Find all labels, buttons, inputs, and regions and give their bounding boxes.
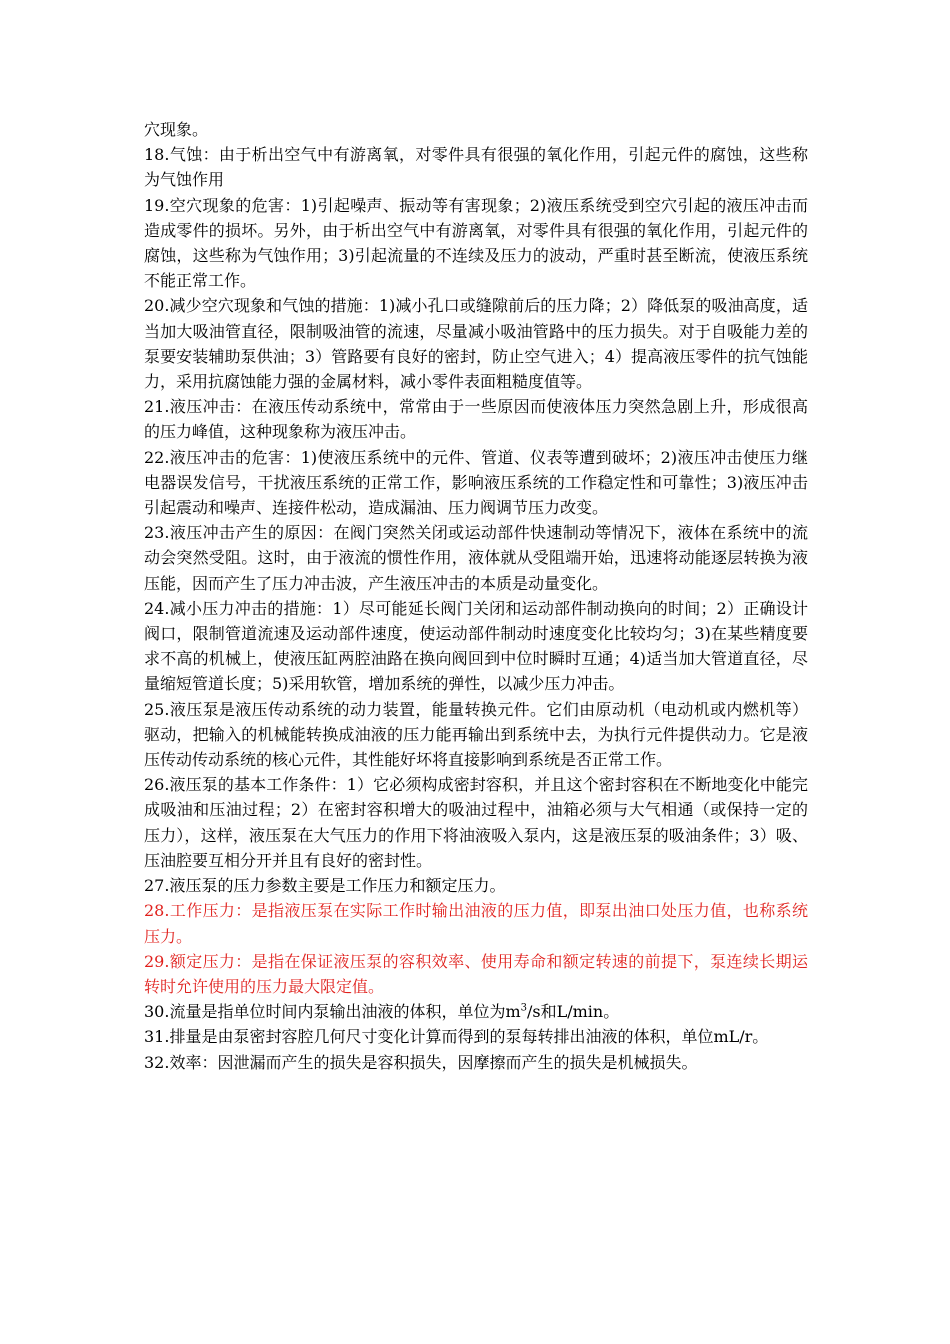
paragraph-20-cavitation-measures: 20.减少空穴现象和气蚀的措施：1)减小孔口或缝隙前后的压力降；2）降低泵的吸油高度，适当加大吸油管直径，限制吸油管的流速，尽量减小吸油管路中的压力损失。对于自吸能力差的泵要安装辅助泵供油；3）管路要有良好的密封，防止空气进入；4）提高液压零件的抗气蚀能力，采用抗腐蚀能力强的金属材料，减小零件表面粗糙度值等。: [144, 296, 808, 392]
paragraph-30-flow-rate: [144, 999, 808, 1024]
flow-rate-text: 30.流量是指单位时间内泵输出油液的体积，单位为m: [144, 1002, 521, 1022]
paragraph-32-efficiency: 32.效率：因泄漏而产生的损失是容积损失，因摩擦而产生的损失是机械损失。: [144, 1052, 698, 1072]
flow-rate-superscript: 3: [520, 1002, 527, 1014]
paragraph-22-shock-hazards: 22.液压冲击的危害：1)使液压系统中的元件、管道、仪表等遭到破坏；2)液压冲击使压力继电器误发信号，干扰液压系统的正常工作，影响液压系统的工作稳定性和可靠性；3)液压冲击引起震动和噪声、连接件松动，造成漏油、压力阀调节压力改变。: [144, 447, 808, 518]
paragraph-continuation: 穴现象。: [144, 120, 209, 139]
paragraph-19-cavitation-hazards: 19.空穴现象的危害：1)引起噪声、振动等有害现象；2)液压系统受到空穴引起的液压冲击而造成零件的损坏。另外，由于析出空气中有游离氧，对零件具有很强的氧化作用，引起元件的腐蚀，这些称为气蚀作用；3)引起流量的不连续及压力的波动，严重时甚至断流，使液压系统不能正常工作。: [144, 195, 808, 291]
paragraph-27-pump-pressure: 27.液压泵的压力参数主要是工作压力和额定压力。: [144, 876, 506, 896]
paragraph-24-shock-measures: 24.减小压力冲击的措施：1）尽可能延长阀门关闭和运动部件制动换向的时间；2）正确设计阀口，限制管道流速及运动部件速度，使运动部件制动时速度变化比较均匀；3)在某些精度要求不高的机械上，使液压缸两腔油路在换向阀回到中位时瞬时互通；4)适当加大管道直径，尽量缩短管道长度；5)采用软管，增加系统的弹性，以减少压力冲击。: [144, 598, 808, 694]
document-body: [144, 117, 808, 1075]
paragraph-31-displacement: 31.排量是由泵密封容腔几何尺寸变化计算而得到的泵每转排出油液的体积，单位mL/r。: [144, 1027, 769, 1047]
flow-rate-units: /s和L/min。: [527, 1002, 620, 1022]
paragraph-29-rated-pressure: 29.额定压力：是指在保证液压泵的容积效率、使用寿命和额定转速的前提下，泵连续长期运转时允许使用的压力最大限定值。: [144, 951, 808, 996]
paragraph-23-shock-causes: 23.液压冲击产生的原因：在阀门突然关闭或运动部件快速制动等情况下，液体在系统中的流动会突然受阻。这时，由于液流的惯性作用，液体就从受阻端开始，迅速将动能逐层转换为液压能，因而产生了压力冲击波，产生液压冲击的本质是动量变化。: [144, 523, 808, 593]
paragraph-28-working-pressure: 28.工作压力：是指液压泵在实际工作时输出油液的压力值，即泵出油口处压力值，也称系统压力。: [144, 901, 808, 946]
paragraph-25-hydraulic-pump: 25.液压泵是液压传动系统的动力装置，能量转换元件。它们由原动机（电动机或内燃机等）驱动，把输入的机械能转换成油液的压力能再输出到系统中去，为执行元件提供动力。它是液压传动传动系统的核心元件，其性能好坏将直接影响到系统是否正常工作。: [144, 699, 808, 770]
paragraph-26-pump-conditions: 26.液压泵的基本工作条件：1）它必须构成密封容积，并且这个密封容积在不断地变化中能完成吸油和压油过程；2）在密封容积增大的吸油过程中，油箱必须与大气相通（或保持一定的压力），这样，液压泵在大气压力的作用下将油液吸入泵内，这是液压泵的吸油条件；3）吸、压油腔要互相分开并且有良好的密封性。: [144, 775, 808, 870]
paragraph-21-hydraulic-shock: 21.液压冲击：在液压传动系统中，常常由于一些原因而使液体压力突然急剧上升，形成很高的压力峰值，这种现象称为液压冲击。: [144, 397, 808, 442]
paragraph-18-cavitation-corrosion: 18.气蚀：由于析出空气中有游离氧，对零件具有很强的氧化作用，引起元件的腐蚀，这些称为气蚀作用: [144, 145, 808, 190]
